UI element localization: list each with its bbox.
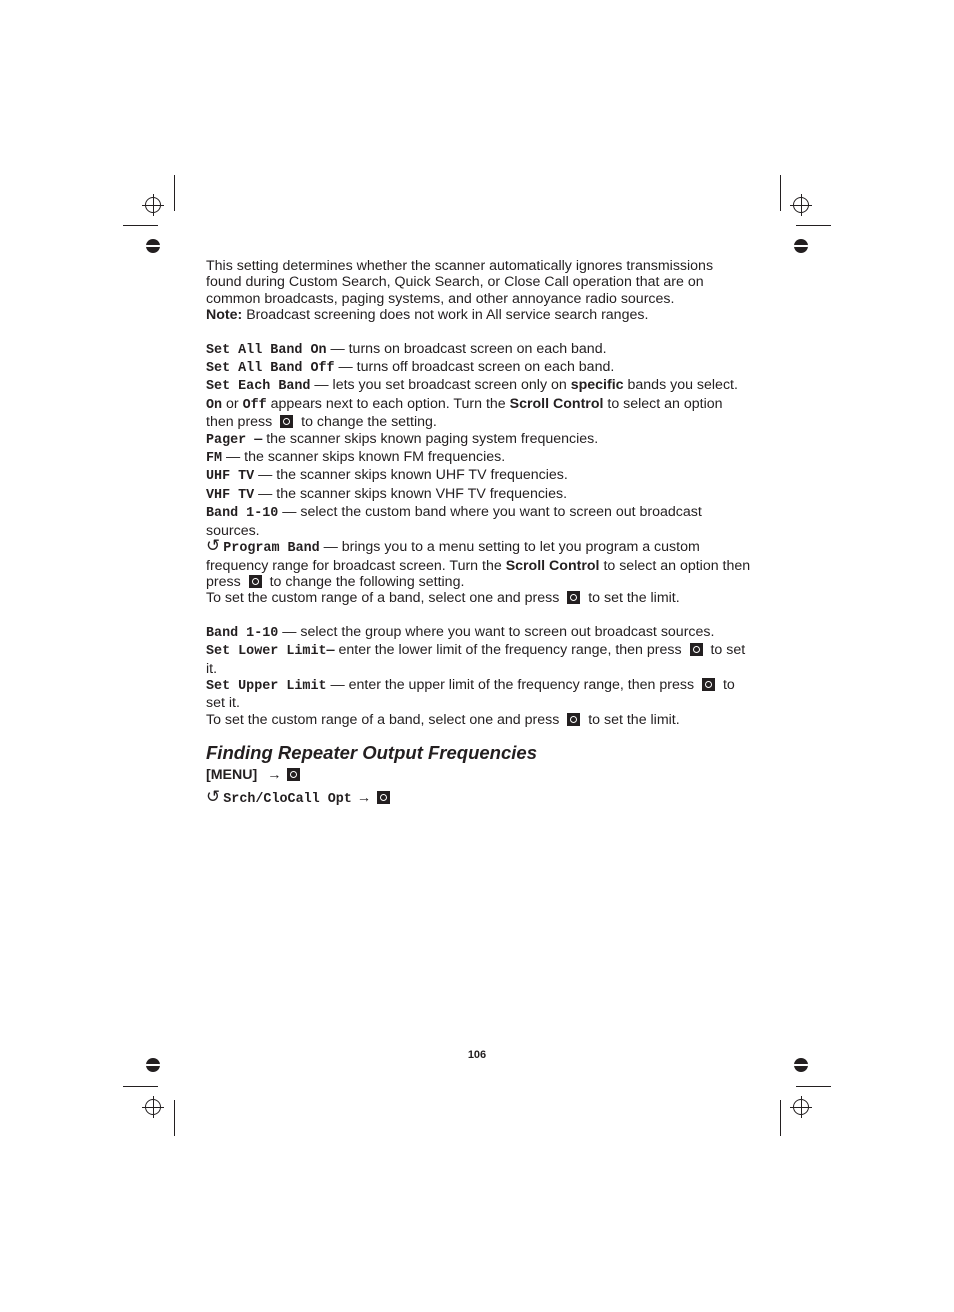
page-content [206, 258, 751, 808]
registration-dot-icon [146, 239, 160, 253]
crop-mark [174, 1100, 175, 1136]
rotary-control-icon: ↺ [206, 536, 221, 556]
section-heading: Finding Repeater Output Frequencies [206, 742, 537, 764]
menu-path-line-2: ↺ Srch/CloCall Opt → [206, 790, 751, 808]
registration-mark-icon [145, 197, 161, 213]
crop-mark [780, 1100, 781, 1136]
select-button-icon [287, 768, 300, 781]
registration-dot-icon [794, 239, 808, 253]
item-set-upper-limit: Set Upper Limit — enter the upper limit of the frequency range, then press to set it. To set the custom range of a band, select one and press to set the limit. [206, 676, 735, 728]
item-set-all-band-on: Set All Band On — turns on broadcast screen on each band. [206, 340, 607, 358]
crop-mark [796, 1086, 831, 1087]
select-button-icon [249, 575, 262, 588]
select-button-icon [377, 791, 390, 804]
select-button-icon [280, 415, 293, 428]
item-fm: FM — the scanner skips known FM frequencies. [206, 449, 506, 467]
item-band-group: Band 1-10 — select the group where you want to screen out broadcast sources. [206, 623, 715, 641]
item-program-band: ↺ Program Band — brings you to a menu setting to let you program a custom frequency range for broadcast screen. Turn the Scroll Control to select an option then press to change the following setting. To set the custom range of a band, select one and press to set the limit. [206, 536, 751, 607]
item-pager: Pager — the scanner skips known paging system frequencies. [206, 430, 599, 448]
select-button-icon [690, 643, 703, 656]
select-button-icon [567, 591, 580, 604]
item-vhf-tv: VHF TV — the scanner skips known VHF TV frequencies. [206, 485, 568, 503]
crop-mark [123, 225, 158, 226]
rotary-control-icon: ↺ [206, 786, 221, 806]
select-button-icon [567, 713, 580, 726]
page-number: 106 [467, 1049, 487, 1061]
item-uhf-tv: UHF TV — the scanner skips known UHF TV frequencies. [206, 467, 568, 485]
select-button-icon [702, 678, 715, 691]
item-set-lower-limit: Set Lower Limit— enter the lower limit of the frequency range, then press to set it. [206, 642, 746, 677]
note-label: Note: [206, 307, 243, 324]
crop-mark [174, 175, 175, 211]
item-set-all-band-off: Set All Band Off — turns off broadcast screen on each band. [206, 359, 615, 377]
intro-paragraph: This setting determines whether the scanner automatically ignores transmissions found during Custom Search, Quick Search, or Close Call operation that are on common broadcasts, paging systems, and other annoyance radio sources. Note: Broadcast screening does not work in All service search ranges. [206, 258, 714, 324]
registration-mark-icon [793, 1099, 809, 1115]
menu-path-line-1: [MENU] → [206, 767, 751, 783]
crop-mark [796, 225, 831, 226]
item-set-each-band: Set Each Band — lets you set broadcast screen only on specific bands you select. On or Off appears next to each option. Turn the Scroll Control to select an option then press to change the setting. [206, 377, 738, 431]
arrow-right-icon: → [356, 789, 372, 806]
registration-mark-icon [145, 1099, 161, 1115]
crop-mark [780, 175, 781, 211]
arrow-right-icon: → [267, 767, 282, 784]
crop-mark [123, 1086, 158, 1087]
registration-mark-icon [793, 197, 809, 213]
item-band-custom: Band 1-10 — select the custom band where you want to screen out broadcast sources. [206, 504, 702, 539]
